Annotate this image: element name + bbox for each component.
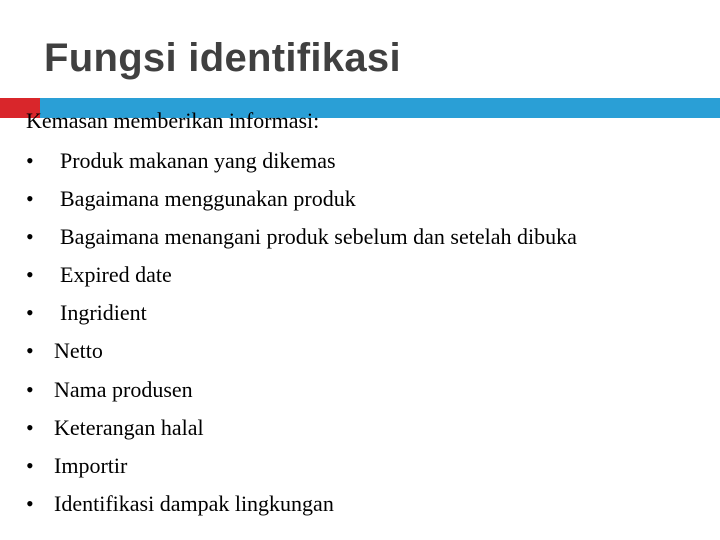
list-item [26, 335, 577, 373]
list-item-text: Produk makanan yang dikemas [60, 148, 336, 173]
bullet-icon: • [26, 490, 34, 516]
slide-title: Fungsi identifikasi [44, 36, 401, 80]
list-item [26, 450, 577, 488]
list-item-text: Nama produsen [54, 376, 193, 402]
intro-text: Kemasan memberikan informasi: [26, 108, 320, 133]
bullet-icon: • [26, 148, 34, 173]
bullet-icon: • [26, 414, 34, 440]
list-item-text: Expired date [60, 262, 172, 288]
bullet-icon: • [26, 300, 34, 326]
bullet-icon: • [26, 262, 34, 288]
bullet-icon: • [26, 376, 34, 402]
list-item [26, 259, 577, 297]
list-item [26, 145, 577, 183]
list-item-text: Identifikasi dampak lingkungan [54, 490, 334, 516]
bullet-icon: • [26, 452, 34, 478]
bullet-icon: • [26, 224, 34, 250]
bullet-list [26, 145, 577, 526]
list-item-text: Bagaimana menggunakan produk [60, 186, 356, 212]
list-item [26, 183, 577, 221]
list-item-text: Keterangan halal [54, 414, 204, 440]
bullet-icon: • [26, 186, 34, 212]
bullet-icon: • [26, 338, 34, 364]
list-item-text: Importir [54, 452, 128, 478]
list-item [26, 297, 577, 335]
list-item-text: Netto [54, 338, 103, 364]
list-item [26, 221, 577, 259]
list-item [26, 374, 577, 412]
list-item-text: Bagaimana menangani produk sebelum dan setelah dibuka [60, 224, 577, 250]
list-item [26, 488, 577, 526]
list-item-text: Ingridient [60, 300, 147, 326]
list-item [26, 412, 577, 450]
